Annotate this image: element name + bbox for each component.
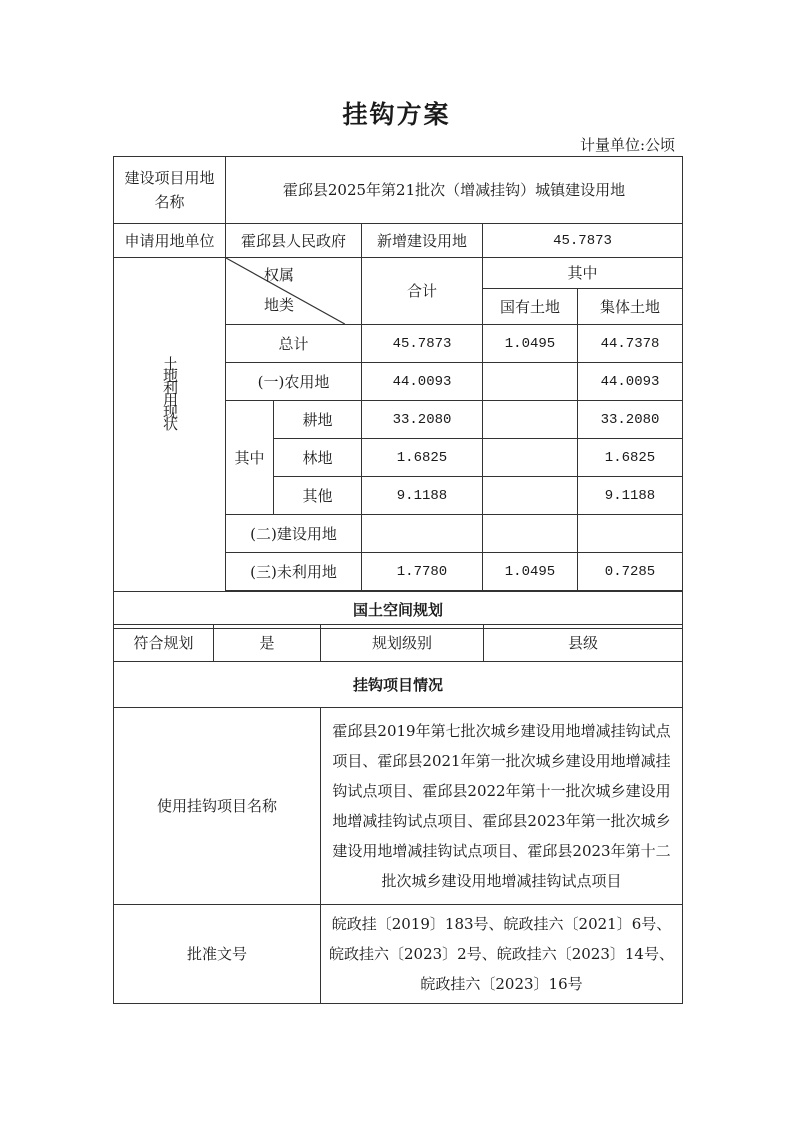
of-which-header: 其中 (483, 258, 683, 289)
land-header-row-1 (114, 258, 683, 289)
level-value: 县级 (484, 625, 683, 662)
row-total: 9.1188 (362, 477, 483, 515)
linked-name-value: 霍邱县2019年第七批次城乡建设用地增减挂钩试点项目、霍邱县2021年第一批次城乡建设用地增减挂钩试点项目、霍邱县2022年第十一批次城乡建设用地增减挂钩试点项目、霍邱县2023年第一批次城乡建设用地增减挂钩试点项目、霍邱县2023年第十二批次城乡建设用地增减挂钩试点项目 (321, 708, 683, 905)
planning-section-title: 国土空间规划 (114, 592, 683, 629)
row-collective: 44.0093 (578, 363, 683, 401)
project-name-label: 建设项目用地名称 (114, 157, 226, 224)
row-state (483, 363, 578, 401)
level-label: 规划级别 (321, 625, 484, 662)
ownership-header: 权属 (264, 266, 295, 284)
conform-label: 符合规划 (114, 625, 214, 662)
linked-title-row (114, 662, 683, 708)
row-total: 44.0093 (362, 363, 483, 401)
row-label: (二)建设用地 (226, 515, 362, 553)
row-state (483, 477, 578, 515)
row-total: 33.2080 (362, 401, 483, 439)
row-collective: 33.2080 (578, 401, 683, 439)
approval-label: 批准文号 (114, 905, 321, 1004)
row-total: 45.7873 (362, 325, 483, 363)
land-status-label-text: 土地利用现状 (161, 355, 179, 428)
linkage-plan-table (113, 156, 683, 629)
row-label: 总计 (226, 325, 362, 363)
row-collective (578, 515, 683, 553)
row-label: 耕地 (274, 401, 362, 439)
row-collective: 0.7285 (578, 553, 683, 591)
row-state (483, 515, 578, 553)
project-name-value: 霍邱县2025年第21批次（增减挂钩）城镇建设用地 (226, 157, 683, 224)
linked-name-row (114, 708, 683, 905)
approval-value: 皖政挂〔2019〕183号、皖政挂六〔2021〕6号、皖政挂六〔2023〕2号、皖政挂六〔2023〕14号、皖政挂六〔2023〕16号 (321, 905, 683, 1004)
row-state: 1.0495 (483, 553, 578, 591)
diagonal-header-cell (226, 258, 362, 325)
row-collective: 9.1188 (578, 477, 683, 515)
row-total: 1.7780 (362, 553, 483, 591)
row-state: 1.0495 (483, 325, 578, 363)
applicant-row (114, 224, 683, 258)
row-label: 林地 (274, 439, 362, 477)
row-collective: 1.6825 (578, 439, 683, 477)
collective-header: 集体土地 (578, 289, 683, 325)
row-state (483, 401, 578, 439)
land-status-section-label (114, 258, 226, 592)
planning-table (113, 624, 683, 708)
planning-row (114, 625, 683, 662)
conform-value: 是 (214, 625, 321, 662)
total-header: 合计 (362, 258, 483, 325)
row-label: 其他 (274, 477, 362, 515)
approval-row (114, 905, 683, 1004)
linked-name-label: 使用挂钩项目名称 (114, 708, 321, 905)
land-type-header: 地类 (264, 296, 295, 314)
row-label: (一)农用地 (226, 363, 362, 401)
row-state (483, 439, 578, 477)
linked-projects-table (113, 707, 683, 1004)
applicant-value: 霍邱县人民政府 (226, 224, 362, 258)
row-label: (三)未利用地 (226, 553, 362, 591)
state-owned-header: 国有土地 (483, 289, 578, 325)
sub-group-label: 其中 (226, 401, 274, 515)
unit-label: 计量单位:公顷 (579, 136, 675, 154)
new-land-label: 新增建设用地 (362, 224, 483, 258)
applicant-label: 申请用地单位 (114, 224, 226, 258)
row-collective: 44.7378 (578, 325, 683, 363)
row-total: 1.6825 (362, 439, 483, 477)
row-total (362, 515, 483, 553)
planning-title-row (114, 592, 683, 629)
linked-section-title: 挂钩项目情况 (114, 662, 683, 708)
new-land-value: 45.7873 (483, 224, 683, 258)
project-name-row (114, 157, 683, 224)
document-title: 挂钩方案 (342, 100, 451, 129)
